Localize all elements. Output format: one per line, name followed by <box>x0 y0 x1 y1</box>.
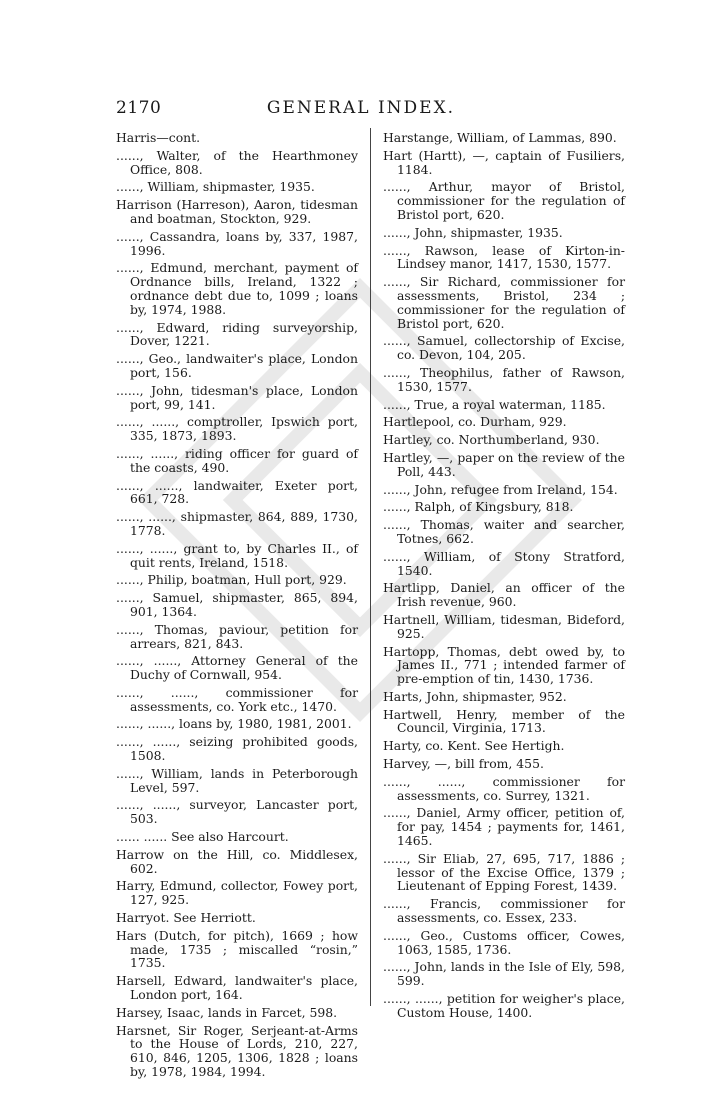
page-number: 2170 <box>116 98 162 118</box>
column-divider <box>370 128 371 1006</box>
index-entry: ......, Geo., landwaiter's place, London port, 156. <box>116 351 358 380</box>
index-entry: Hars (Dutch, for pitch), 1669 ; how made, 1735 ; miscalled “rosin,” 1735. <box>116 927 358 971</box>
index-entry: Harvey, —, bill from, 455. <box>383 756 544 772</box>
index-entry: Harsnet, Sir Roger, Serjeant-at-Arms to the House of Lords, 210, 227, 610, 846, 1205, 1306, 1828 ; loans by, 1978, 1984, 1994. <box>116 1022 358 1080</box>
index-entry: ......, ......, surveyor, Lancaster port, 503. <box>116 797 358 827</box>
index-entry: Harts, John, shipmaster, 952. <box>383 688 567 704</box>
index-entry: Hartnell, William, tidesman, Bideford, 925. <box>383 611 625 641</box>
index-entry: ......, ......, riding officer for guard of the coasts, 490. <box>116 445 358 475</box>
index-entry: Harrow on the Hill, co. Middlesex, 602. <box>116 846 358 876</box>
index-entry: Harty, co. Kent. See Hertigh. <box>383 738 565 754</box>
index-entry: Harstange, William, of Lammas, 890. <box>383 130 617 145</box>
index-entry: ......, ......, commissioner for assessments, co. Surrey, 1321. <box>383 773 625 803</box>
index-entry: Harsell, Edward, landwaiter's place, London port, 164. <box>116 973 358 1003</box>
index-entry: ......, William, of Stony Stratford, 1540. <box>383 548 625 578</box>
index-entry: Harrison (Harreson), Aaron, tidesman and boatman, Stockton, 929. <box>116 197 358 226</box>
index-entry: Harryot. See Herriott. <box>116 910 256 926</box>
index-entry: ......, ......, loans by, 1980, 1981, 2001. <box>116 716 352 732</box>
index-entry: Hartwell, Henry, member of the Council, Virginia, 1713. <box>383 706 625 736</box>
index-entry: ......, ......, commissioner for assessments, co. York etc., 1470. <box>116 684 358 714</box>
index-entry: ......, Theophilus, father of Rawson, 1530, 1577. <box>383 364 625 394</box>
index-entry: ......, True, a royal waterman, 1185. <box>383 396 606 412</box>
index-entry: ......, Samuel, collectorship of Excise, co. Devon, 104, 205. <box>383 333 625 363</box>
index-entry: ......, ......, seizing prohibited goods, 1508. <box>116 734 358 764</box>
index-entry: ......, ......, Attorney General of the Duchy of Cornwall, 954. <box>116 653 358 683</box>
index-entry: Harry, Edmund, collector, Fowey port, 127, 925. <box>116 878 358 908</box>
index-entry: Hartopp, Thomas, debt owed by, to James II., 771 ; intended farmer of pre-emption of tin, 1430, 1736. <box>383 643 625 687</box>
index-entry: ......, Rawson, lease of Kirton-in-Lindsey manor, 1417, 1530, 1577. <box>383 242 625 272</box>
page-title: GENERAL INDEX. <box>266 98 456 118</box>
index-entry: ......, John, tidesman's place, London port, 99, 141. <box>116 382 358 412</box>
index-entry: ......, Sir Richard, commissioner for assessments, Bristol, 234 ; commissioner for the regulation of Bristol port, 620. <box>383 274 625 331</box>
right-column <box>383 131 625 1024</box>
index-entry: ......, Samuel, shipmaster, 865, 894, 901, 1364. <box>116 590 358 619</box>
index-entry: Hart (Hartt), —, captain of Fusiliers, 1184. <box>383 147 625 177</box>
left-column <box>116 131 358 1083</box>
index-entry: ......, Thomas, waiter and searcher, Totnes, 662. <box>383 517 625 546</box>
index-entry: ......, Geo., Customs officer, Cowes, 1063, 1585, 1736. <box>383 927 625 957</box>
index-entry: ......, Ralph, of Kingsbury, 818. <box>383 499 574 515</box>
index-entry: Hartley, —, paper on the review of the Poll, 443. <box>383 449 625 479</box>
index-entry: ......, John, refugee from Ireland, 154. <box>383 481 618 497</box>
index-entry: ......, Edmund, merchant, payment of Ordnance bills, Ireland, 1322 ; ordnance debt due to, 1099 ; loans by, 1974, 1988. <box>116 260 358 317</box>
index-entry: ......, ......, petition for weigher's place, Custom House, 1400. <box>383 991 625 1020</box>
index-entry: Harsey, Isaac, lands in Farcet, 598. <box>116 1004 338 1020</box>
index-entry: ......, William, shipmaster, 1935. <box>116 179 315 195</box>
index-entry: ......, Sir Eliab, 27, 695, 717, 1886 ; lessor of the Excise Office, 1379 ; Lieutenant of Epping Forest, 1439. <box>383 850 625 894</box>
index-entry: ......, ......, shipmaster, 864, 889, 1730, 1778. <box>116 509 358 538</box>
index-entry: ......, Edward, riding surveyorship, Dover, 1221. <box>116 319 358 349</box>
index-entry: Hartlipp, Daniel, an officer of the Irish revenue, 960. <box>383 580 625 610</box>
index-entry: ......, ......, comptroller, Ipswich port, 335, 1873, 1893. <box>116 414 358 444</box>
index-entry: ......, Thomas, paviour, petition for arrears, 821, 843. <box>116 621 358 651</box>
index-entry: Harris—cont. <box>116 130 201 145</box>
index-entry: ......, Daniel, Army officer, petition of, for pay, 1454 ; payments for, 1461, 1465. <box>383 805 625 849</box>
index-entry: ......, Walter, of the Hearthmoney Office, 808. <box>116 147 358 177</box>
index-entry: ......, Cassandra, loans by, 337, 1987, 1996. <box>116 228 358 258</box>
index-entry: ......, Philip, boatman, Hull port, 929. <box>116 572 347 588</box>
index-entry: ...... ...... See also Harcourt. <box>116 829 289 845</box>
index-entry: Hartley, co. Northumberland, 930. <box>383 432 600 448</box>
index-entry: ......, Arthur, mayor of Bristol, commissioner for the regulation of Bristol port, 620. <box>383 179 625 222</box>
index-entry: ......, William, lands in Peterborough Level, 597. <box>116 765 358 795</box>
index-entry: ......, Francis, commissioner for assessments, co. Essex, 233. <box>383 896 625 926</box>
index-entry: Hartlepool, co. Durham, 929. <box>383 414 567 430</box>
index-entry: ......, ......, grant to, by Charles II., of quit rents, Ireland, 1518. <box>116 540 358 570</box>
index-entry: ......, John, lands in the Isle of Ely, 598, 599. <box>383 959 625 989</box>
index-entry: ......, John, shipmaster, 1935. <box>383 224 563 240</box>
index-entry: ......, ......, landwaiter, Exeter port, 661, 728. <box>116 477 358 507</box>
